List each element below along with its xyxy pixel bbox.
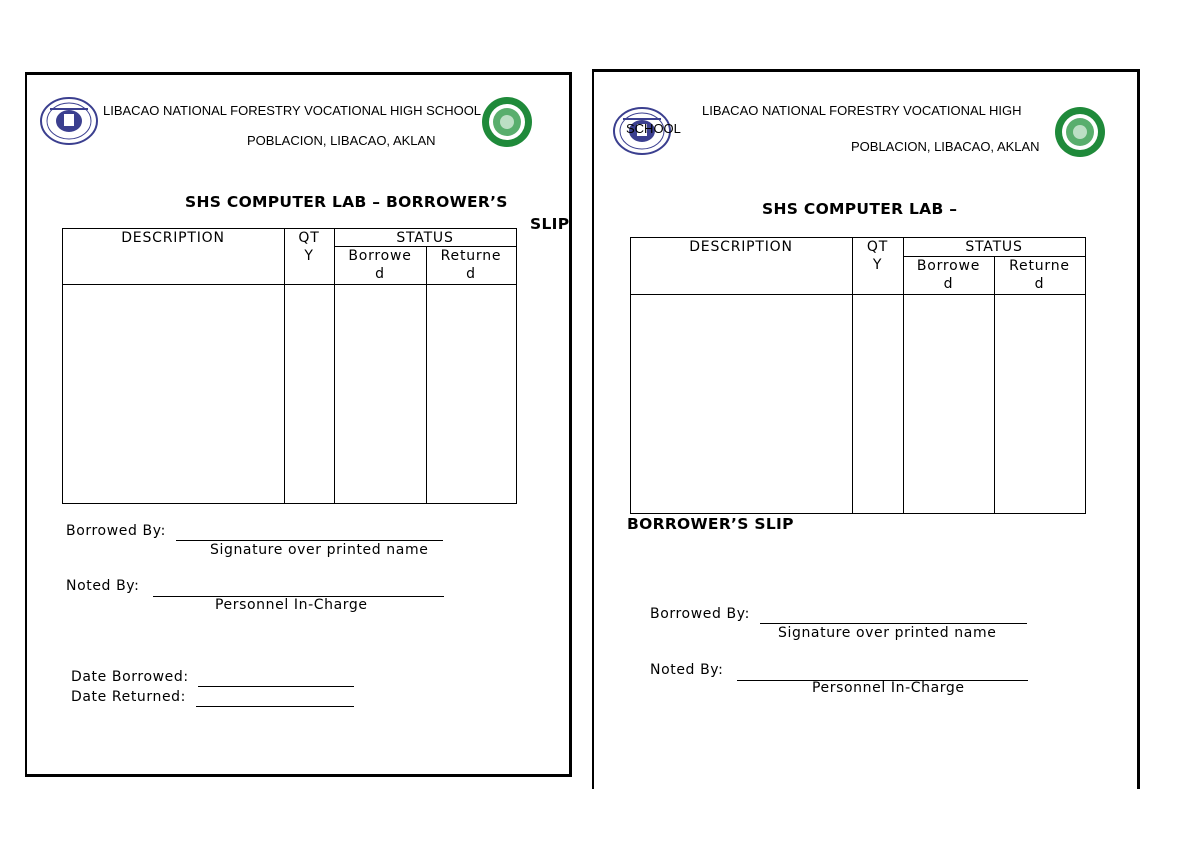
school-seal-icon bbox=[1054, 106, 1106, 158]
col-header-returned-line2: d bbox=[1034, 276, 1045, 292]
borrowed-by-signature-line[interactable] bbox=[760, 623, 1027, 624]
col-header-borrowed-line2: d bbox=[943, 276, 954, 292]
slip-title: SHS COMPUTER LAB – BORROWER’S bbox=[185, 193, 508, 211]
col-header-qty-line1: QT bbox=[866, 239, 889, 255]
col-header-returned bbox=[994, 257, 1085, 293]
school-seal-icon bbox=[481, 96, 533, 148]
noted-by-label: Noted By: bbox=[650, 662, 724, 678]
date-borrowed-line[interactable] bbox=[198, 686, 354, 687]
borrowed-by-caption: Signature over printed name bbox=[210, 542, 429, 558]
col-header-description: DESCRIPTION bbox=[689, 239, 793, 255]
col-header-borrowed-line2: d bbox=[375, 266, 385, 282]
col-header-borrowed-line1: Borrowe bbox=[916, 258, 981, 274]
deped-seal-icon bbox=[40, 97, 98, 145]
borrowed-by-label: Borrowed By: bbox=[650, 606, 750, 622]
col-header-qty bbox=[284, 229, 334, 265]
col-header-returned-line1: Returne bbox=[1009, 258, 1070, 274]
col-header-borrowed bbox=[903, 257, 994, 293]
col-header-status: STATUS bbox=[396, 230, 454, 246]
col-header-qty-line2: Y bbox=[872, 257, 883, 273]
col-header-description: DESCRIPTION bbox=[121, 230, 225, 246]
school-address: POBLACION, LIBACAO, AKLAN bbox=[247, 133, 436, 148]
borrowed-by-signature-line[interactable] bbox=[176, 540, 443, 541]
school-name-continued: SCHOOL bbox=[626, 121, 681, 136]
col-header-qty-line1: QT bbox=[298, 230, 320, 246]
date-returned-label: Date Returned: bbox=[71, 689, 186, 705]
school-address: POBLACION, LIBACAO, AKLAN bbox=[851, 139, 1040, 154]
noted-by-label: Noted By: bbox=[66, 578, 140, 594]
school-name: LIBACAO NATIONAL FORESTRY VOCATIONAL HIGH bbox=[702, 103, 1022, 118]
slip-title-continued: SLIP bbox=[530, 215, 570, 233]
date-returned-line[interactable] bbox=[196, 706, 354, 707]
col-header-borrowed bbox=[334, 247, 426, 283]
slip-title-continued: BORROWER’S SLIP bbox=[627, 515, 794, 533]
col-header-borrowed-line1: Borrowe bbox=[348, 248, 412, 264]
borrowed-by-label: Borrowed By: bbox=[66, 523, 166, 539]
col-header-qty bbox=[852, 238, 903, 274]
col-header-returned-line2: d bbox=[466, 266, 476, 282]
school-name: LIBACAO NATIONAL FORESTRY VOCATIONAL HIGH SCHOOL bbox=[103, 103, 482, 118]
col-header-returned bbox=[426, 247, 516, 283]
col-header-returned-line1: Returne bbox=[440, 248, 502, 264]
noted-by-caption: Personnel In-Charge bbox=[812, 680, 965, 696]
borrowed-by-caption: Signature over printed name bbox=[778, 625, 997, 641]
noted-by-caption: Personnel In-Charge bbox=[215, 597, 368, 613]
col-header-qty-line2: Y bbox=[304, 248, 314, 264]
slip-title: SHS COMPUTER LAB – bbox=[762, 200, 958, 218]
col-header-status: STATUS bbox=[965, 239, 1023, 255]
date-borrowed-label: Date Borrowed: bbox=[71, 669, 189, 685]
